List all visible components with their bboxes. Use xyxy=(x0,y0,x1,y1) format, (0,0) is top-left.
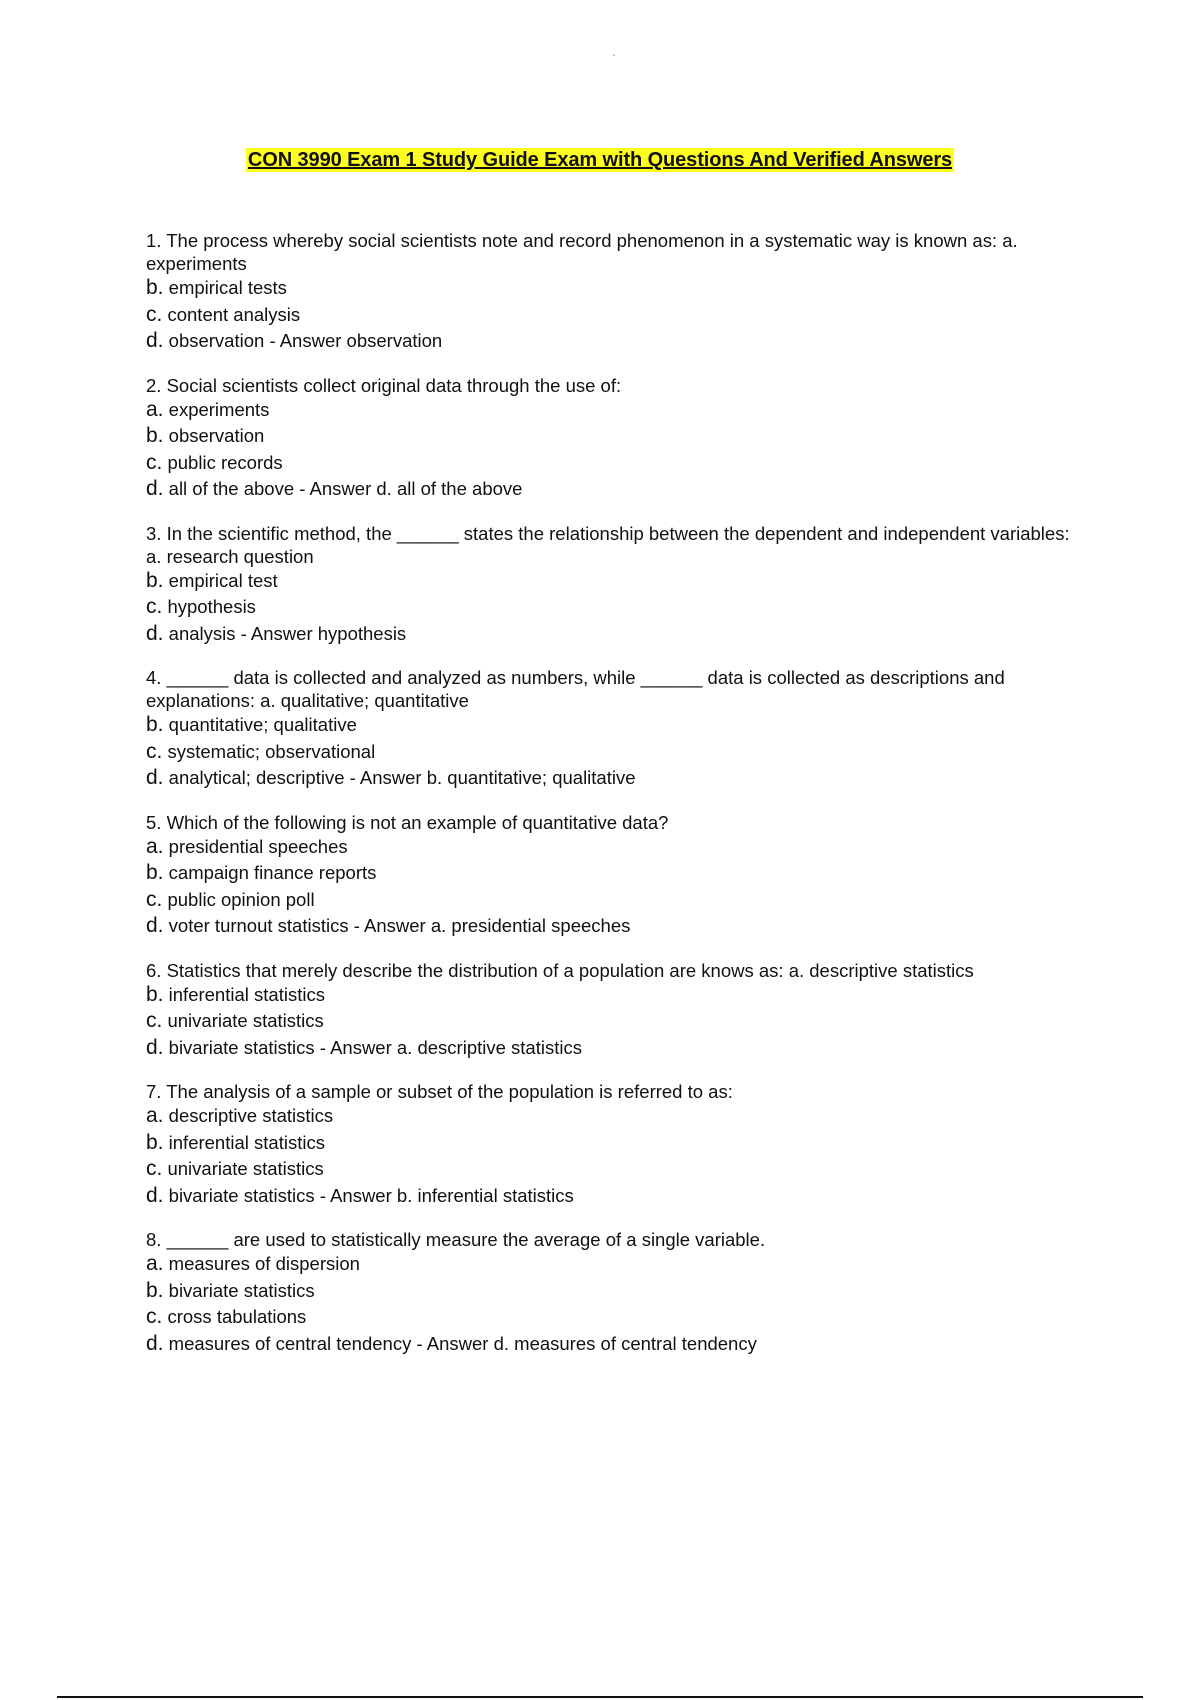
option-text: univariate statistics xyxy=(162,1158,324,1179)
question-stem: 2. Social scientists collect original data through the use of: xyxy=(146,374,622,396)
option-text: inferential statistics xyxy=(163,1131,325,1153)
answer-option xyxy=(146,423,1086,450)
option-text: quantitative; qualitative xyxy=(163,714,357,735)
question-5 xyxy=(146,811,1086,940)
option-letter: b. xyxy=(146,1130,164,1154)
answer-option xyxy=(146,476,1086,503)
answer-option xyxy=(146,302,1086,329)
option-text: observation xyxy=(163,425,265,446)
option-text: bivariate statistics - Answer b. inferential statistics xyxy=(163,1184,574,1206)
answer-option xyxy=(146,397,1086,424)
question-8 xyxy=(146,1228,1086,1357)
answer-option xyxy=(146,621,1086,648)
answer-option xyxy=(146,834,1086,861)
answer-option xyxy=(146,982,1086,1009)
answer-option xyxy=(146,568,1086,595)
answer-option xyxy=(146,1251,1086,1278)
option-text: systematic; observational xyxy=(162,740,376,762)
answer-option xyxy=(146,275,1086,302)
option-text: experiments xyxy=(163,398,270,420)
option-text: presidential speeches xyxy=(163,835,348,857)
answer-option xyxy=(146,1035,1086,1062)
question-4 xyxy=(146,666,1086,792)
option-letter: d. xyxy=(146,621,164,645)
answer-option xyxy=(146,1331,1086,1358)
option-letter: d. xyxy=(146,1035,164,1059)
option-letter: c. xyxy=(146,1157,163,1180)
question-1 xyxy=(146,229,1086,355)
answer-option xyxy=(146,1103,1086,1130)
option-letter: a. xyxy=(146,834,164,858)
option-letter: d. xyxy=(146,766,164,789)
option-text: all of the above - Answer d. all of the above xyxy=(163,478,523,499)
question-stem: 7. The analysis of a sample or subset of the population is referred to as: xyxy=(146,1081,733,1102)
question-3 xyxy=(146,522,1086,648)
option-letter: c. xyxy=(146,1009,163,1032)
answer-option xyxy=(146,1156,1086,1183)
answer-option xyxy=(146,739,1086,766)
option-text: bivariate statistics xyxy=(163,1279,315,1301)
option-letter: a. xyxy=(146,1104,164,1127)
option-letter: c. xyxy=(146,739,163,763)
option-text: content analysis xyxy=(162,303,301,325)
document-title: CON 3990 Exam 1 Study Guide Exam with Questions And Verified Answers xyxy=(247,149,953,171)
option-text: analysis - Answer hypothesis xyxy=(163,622,407,644)
answer-option xyxy=(146,594,1086,621)
title-block xyxy=(0,148,1200,172)
answer-option xyxy=(146,1304,1086,1331)
answer-option xyxy=(146,1278,1086,1305)
question-7 xyxy=(146,1080,1086,1209)
option-letter: b. xyxy=(146,424,164,447)
question-list xyxy=(146,229,1086,1376)
option-letter: d. xyxy=(146,1331,164,1355)
option-text: empirical test xyxy=(163,569,278,591)
option-letter: b. xyxy=(146,568,164,592)
option-text: measures of central tendency - Answer d. measures of central tendency xyxy=(163,1332,757,1354)
answer-option xyxy=(146,712,1086,739)
answer-option xyxy=(146,1130,1086,1157)
answer-option xyxy=(146,765,1086,792)
question-stem: 6. Statistics that merely describe the distribution of a population are knows as: a. descriptive statistics xyxy=(146,959,974,981)
option-text: inferential statistics xyxy=(163,983,325,1005)
option-letter: b. xyxy=(146,713,164,736)
answer-option xyxy=(146,887,1086,914)
question-stem: 3. In the scientific method, the ______ states the relationship between the dependent and independent variables: a. research question xyxy=(146,522,1070,567)
option-letter: d. xyxy=(146,477,164,500)
option-text: observation - Answer observation xyxy=(163,330,443,351)
answer-option xyxy=(146,1183,1086,1210)
question-stem: 8. ______ are used to statistically measure the average of a single variable. xyxy=(146,1229,766,1250)
option-text: public records xyxy=(162,451,283,473)
option-letter: c. xyxy=(146,302,163,326)
option-letter: d. xyxy=(146,329,164,352)
option-text: bivariate statistics - Answer a. descriptive statistics xyxy=(163,1036,582,1058)
question-stem: 5. Which of the following is not an example of quantitative data? xyxy=(146,811,669,833)
option-letter: a. xyxy=(146,1252,164,1275)
bottom-divider xyxy=(57,1696,1143,1698)
option-letter: b. xyxy=(146,1278,164,1302)
option-text: hypothesis xyxy=(162,596,256,617)
option-text: analytical; descriptive - Answer b. quantitative; qualitative xyxy=(163,767,636,788)
option-text: cross tabulations xyxy=(162,1306,307,1327)
option-letter: c. xyxy=(146,595,163,618)
option-letter: c. xyxy=(146,450,163,474)
question-2 xyxy=(146,374,1086,503)
answer-option xyxy=(146,913,1086,940)
question-stem: 4. ______ data is collected and analyzed as numbers, while ______ data is collected as descriptions and explanations: a. qualitative; quantitative xyxy=(146,667,1005,711)
question-6 xyxy=(146,959,1086,1062)
option-letter: b. xyxy=(146,982,164,1006)
option-text: public opinion poll xyxy=(162,888,315,910)
answer-option xyxy=(146,328,1086,355)
option-letter: c. xyxy=(146,887,163,911)
answer-option xyxy=(146,1008,1086,1035)
option-text: descriptive statistics xyxy=(163,1105,334,1126)
option-letter: b. xyxy=(146,861,164,884)
option-text: measures of dispersion xyxy=(163,1253,360,1274)
option-text: voter turnout statistics - Answer a. presidential speeches xyxy=(163,915,631,936)
option-text: empirical tests xyxy=(163,277,287,298)
option-letter: c. xyxy=(146,1305,163,1328)
option-letter: a. xyxy=(146,397,164,421)
option-letter: b. xyxy=(146,276,164,299)
question-stem: 1. The process whereby social scientists note and record phenomenon in a systematic way is known as: a. experiments xyxy=(146,230,1018,274)
answer-option xyxy=(146,860,1086,887)
option-letter: d. xyxy=(146,914,164,937)
answer-option xyxy=(146,450,1086,477)
option-letter: d. xyxy=(146,1183,164,1207)
scan-speck xyxy=(613,54,615,56)
option-text: campaign finance reports xyxy=(163,862,377,883)
option-text: univariate statistics xyxy=(162,1010,324,1031)
